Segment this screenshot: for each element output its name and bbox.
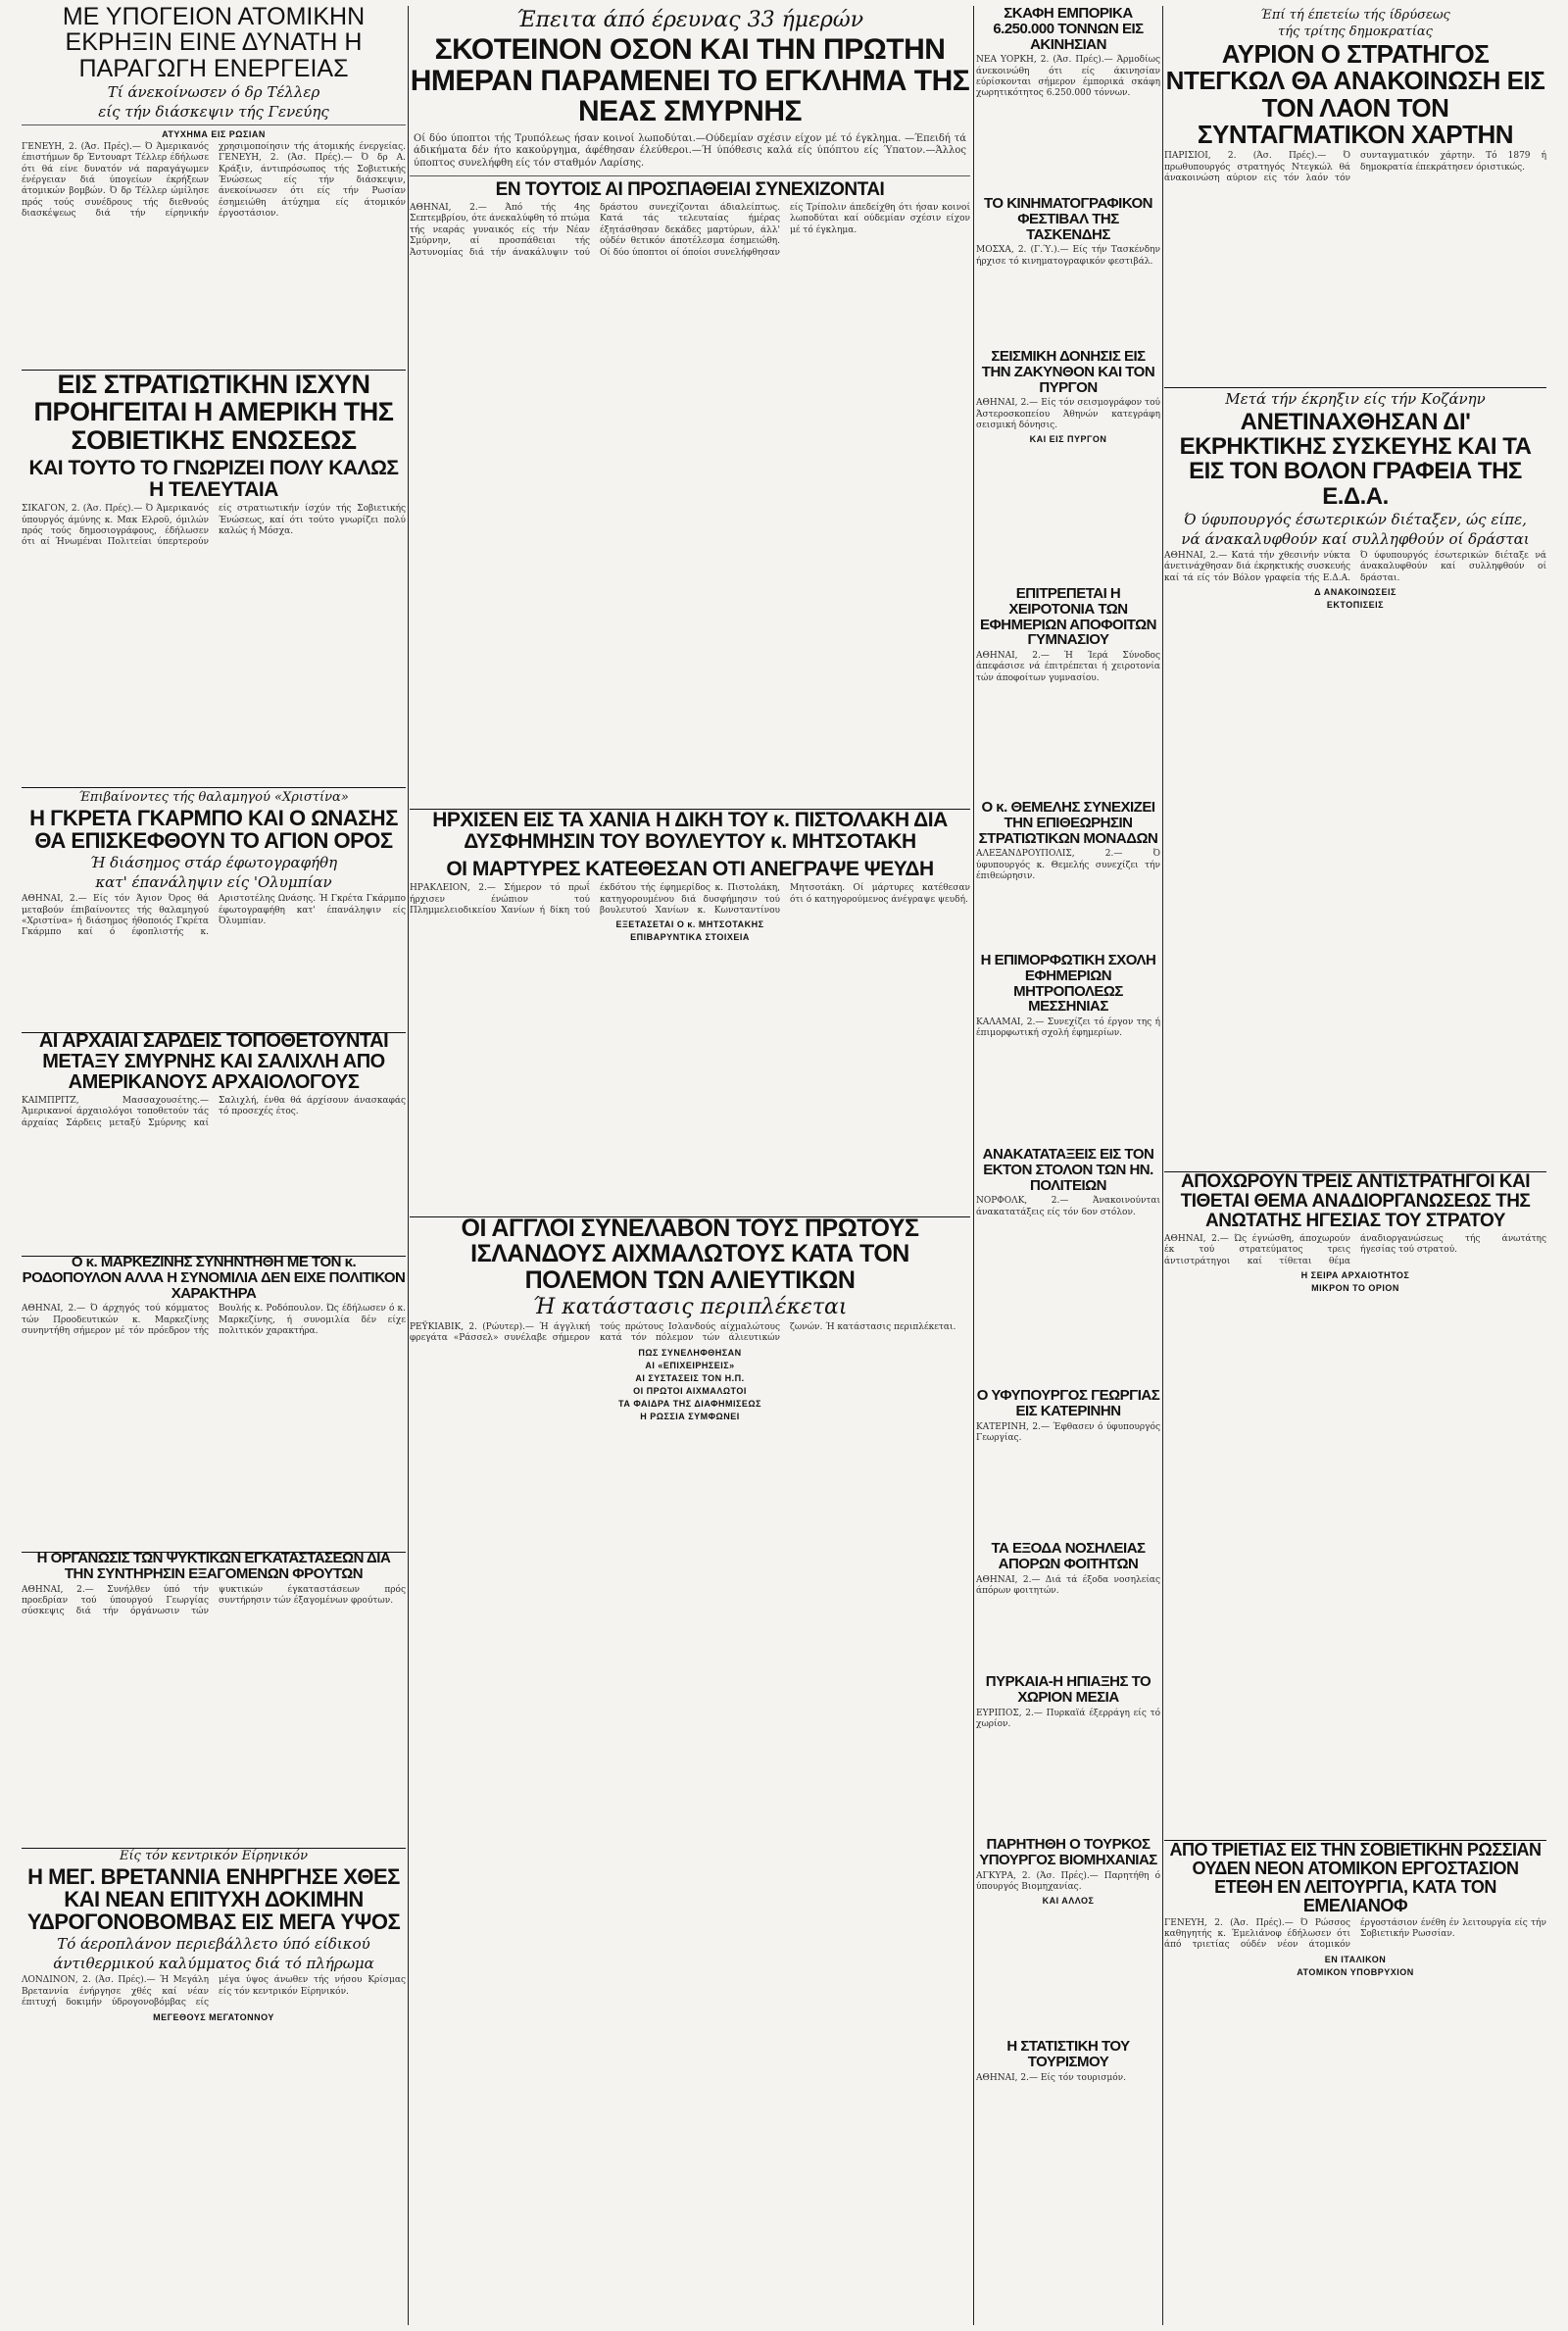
headline: Ο ΥΦΥΠΟΥΡΓΟΣ ΓΕΩΡΓΙΑΣ ΕΙΣ ΚΑΤΕΡΙΝΗΝ xyxy=(976,1388,1160,1419)
article-soviet xyxy=(1164,1841,1546,2327)
column-3 xyxy=(976,0,1160,2331)
article-nea-smyrni xyxy=(410,6,970,800)
article-body: ΑΓΚΥΡΑ, 2. (Άσ. Πρές).— Παρητήθη ό ύπουργός Βιομηχανίας. xyxy=(976,1870,1160,1892)
lead: Οί δύο ύποπτοι τής Τρυπόλεως ήσαν κοινοί λωποδύται.—Ούδεμίαν σχέσιν είχον μέ τό έγκλημα. —Έπειδή τά άδικήματα δέν ήτο κακούργημα, άφέθησαν έλεύθεροι.—Ή ύπόθεσις καλά είς ύπόπτου είς Ύπατον.—Άλλος ύποπτος συνελήφθη είς τόν σταθμόν Λαρίσης. xyxy=(414,132,966,169)
kicker: Είς τόν κεντρικόν Είρηνικόν xyxy=(119,1849,309,1863)
subhead: ΜΙΚΡΟΝ ΤΟ ΟΡΙΟΝ xyxy=(1311,1283,1399,1294)
headline: ΣΕΙΣΜΙΚΗ ΔΟΝΗΣΙΣ ΕΙΣ ΤΗΝ ΖΑΚΥΝΘΟΝ ΚΑΙ ΤΟΝ ΠΥΡΓΟΝ xyxy=(981,349,1155,396)
article-body: ΑΘΗΝΑΙ, 2.— Άπό τής 4ης Σεπτεμβρίου, ότε άνεκαλύφθη τό πτώμα τής νεαράς γυναικός είς τήν Νέαν Σμύρνην, αί προσπάθειαι τής Άστυνομίας διά τήν άνακάλυψιν τού δράστου συνεχίζονται άδιαλείπτως. Κατά τάς τελευταίας ήμέρας έξητάσθησαν δεκάδες μαρτύρων, άλλ' ούδέν θετικόν άποτέλεσμα έσημειώθη. Οί δύο ύποπτοι οί όποίοι συνελήφθησαν είς Τρίπολιν άπεδείχθη ότι ήσαν κοινοί λωποδύται καί ούδεμίαν σχέσιν είχον μέ τό έγκλημα. xyxy=(410,202,970,258)
article-gymnasium xyxy=(976,586,1160,792)
article-undersec xyxy=(976,1388,1160,1535)
subhead: ΚΑΙ ΑΛΛΟΣ xyxy=(1042,1896,1095,1907)
headline: Η ΟΡΓΑΝΩΣΙΣ ΤΩΝ ΨΥΚΤΙΚΩΝ ΕΓΚΑΤΑΣΤΑΣΕΩΝ ΔΙΑ ΤΗΝ ΣΥΝΤΗΡΗΣΙΝ ΕΞΑΓΟΜΕΝΩΝ ΦΡΟΥΤΩΝ xyxy=(36,1551,391,1582)
article-bomb xyxy=(22,1847,406,2327)
article-body: ΝΟΡΦΟΛΚ, 2.— Άνακοινούνται άνακατατάξεις είς τόν 6ον στόλον. xyxy=(976,1196,1160,1217)
headline: ΕΙΣ ΣΤΡΑΤΙΩΤΙΚΗΝ ΙΣΧΥΝ ΠΡΟΗΓΕΙΤΑΙ Η ΑΜΕΡΙΚΗ ΤΗΣ ΣΟΒΙΕΤΙΚΗΣ ΕΝΩΣΕΩΣ xyxy=(33,371,394,455)
article-markezinis xyxy=(22,1255,406,1539)
deck: είς τήν διάσκεψιν τής Γενεύης xyxy=(98,102,329,121)
article-body: ΛΟΝΔΙΝΟΝ, 2. (Άσ. Πρές).— Ή Μεγάλη Βρεταννία ένήργησε χθές καί νέαν έπιτυχή δοκιμήν ύδρογονοβόμβας είς μέγα ύψος άνωθεν τής νήσου Κρίσμας είς τόν κεντρικόν Είρηνικόν. xyxy=(22,1975,406,2009)
subhead: Η ΡΩΣΣΙΑ ΣΥΜΦΩΝΕΙ xyxy=(640,1411,740,1421)
column-4 xyxy=(1164,0,1546,2331)
subhead: ΜΕΓΕΘΟΥΣ ΜΕΓΑΤΟΝΝΟΥ xyxy=(153,2011,274,2022)
article-body: ΗΡΑΚΛΕΙΟΝ, 2.— Σήμερον τό πρωΐ ήρχισεν ένώπιον τού Πλημμελειοδικείου Χανίων ή δίκη τού έκδότου τής έφημερίδος κ. Πιστολάκη, κατηγορουμένου διά δυσφήμησιν τού βουλευτού Χανίων κ. Κωνσταντίνου Μητσοτάκη. Οί μάρτυρες κατέθεσαν ότι ό κατηγορούμενος άνέγραψε ψευδή. xyxy=(410,883,970,916)
subhead: ΕΠΙΒΑΡΥΝΤΙΚΑ ΣΤΟΙΧΕΙΑ xyxy=(630,932,750,943)
headline: ΟΙ ΑΓΓΛΟΙ ΣΥΝΕΛΑΒΟΝ ΤΟΥΣ ΠΡΩΤΟΥΣ ΙΣΛΑΝΔΟΥΣ ΑΙΧΜΑΛΩΤΟΥΣ ΚΑΤΑ ΤΟΝ ΠΟΛΕΜΟΝ ΤΩΝ ΑΛΙΕΥΤΙΚΩΝ xyxy=(461,1215,919,1294)
headline: ΜΕ ΥΠΟΓΕΙΟΝ ΑΤΟΜΙΚΗΝ ΕΚΡΗΞΙΝ ΕΙΝΕ ΔΥΝΑΤΗ Η ΠΑΡΑΓΩΓΗ ΕΝΕΡΓΕΙΑΣ xyxy=(62,4,366,82)
headline: Ο κ. ΘΕΜΕΛΗΣ ΣΥΝΕΧΙΖΕΙ ΤΗΝ ΕΠΙΘΕΩΡΗΣΙΝ ΣΤΡΑΤΙΩΤΙΚΩΝ ΜΟΝΑΔΩΝ xyxy=(978,800,1158,847)
article-military xyxy=(22,371,406,776)
article-iceland xyxy=(410,1215,970,2329)
article-body: ΚΑΛΑΜΑΙ, 2.— Συνεχίζει τό έργον της ή έπιμορφωτική σχολή έφημερίων. xyxy=(976,1017,1160,1039)
article-body: ΑΘΗΝΑΙ, 2.— Είς τόν τουρισμόν. xyxy=(976,2072,1126,2083)
article-body: ΑΘΗΝΑΙ, 2.— Διά τά έξοδα νοσηλείας άπόρων φοιτητών. xyxy=(976,1574,1160,1596)
subhead: ΕΝ ΤΟΥΤΟΙΣ ΑΙ ΠΡΟΣΠΑΘΕΙΑΙ ΣΥΝΕΧΙΖΟΝΤΑΙ xyxy=(495,179,885,200)
deck: νά άνακαλυφθούν καί συλληφθούν οί δράσται xyxy=(1181,529,1530,548)
headline: ΣΚΑΦΗ ΕΜΠΟΡΙΚΑ 6.250.000 ΤΟΝΝΩΝ ΕΙΣ ΑΚΙΝΗΣΙΑΝ xyxy=(993,6,1144,53)
headline: ΠΥΡΚΑΙΑ-Η ΗΠΙΑΞΗΣ ΤΟ ΧΩΡΙΟΝ ΜΕΣΙΑ xyxy=(985,1674,1152,1706)
deck: Τί άνεκοίνωσεν ό δρ Τέλλερ xyxy=(107,82,320,101)
article-body: ΑΘΗΝΑΙ, 2.— Είς τόν Άγιον Όρος θά μεταβούν έπιβαίνοντες τής θαλαμηγού «Χριστίνα» ή διάσημος ήθοποιός Γκρέτα Γκάρμπο καί ό έφοπλιστής κ. Αριστοτέλης Ωνάσης. Ή Γκρέτα Γκάρμπο έφωτογραφήθη κατ' έπανάληψιν είς Όλυμπίαν. xyxy=(22,894,406,938)
headline: ΤΑ ΕΞΟΔΑ ΝΟΣΗΛΕΙΑΣ ΑΠΟΡΩΝ ΦΟΙΤΗΤΩΝ xyxy=(991,1541,1146,1572)
article-monks xyxy=(976,800,1160,947)
article-pistolakis xyxy=(410,810,970,1206)
article-students xyxy=(976,1541,1160,1668)
kicker: Έπί τή έπετείω τής ίδρύσεως xyxy=(1260,8,1450,23)
article-body: ΡΕΫΚΙΑΒΙΚ, 2. (Ρώυτερ).— Ή άγγλική φρεγάτα «Ράσσελ» συνέλαβε σήμερον τούς πρώτους Ισλανδούς αίχμαλώτους κατά τόν πόλεμον τών άλιευτικών ζωνών. Ή κατάστασις περιπλέκεται. xyxy=(410,1321,956,1344)
article-stats xyxy=(976,2039,1160,2323)
headline: Η ΜΕΓ. ΒΡΕΤΑΝΝΙΑ ΕΝΗΡΓΗΣΕ ΧΘΕΣ ΚΑΙ ΝΕΑΝ ΕΠΙΤΥΧΗ ΔΟΚΙΜΗΝ ΥΔΡΟΓΟΝΟΒΟΜΒΑΣ ΕΙΣ ΜΕΓΑ ΥΨΟΣ xyxy=(26,1864,401,1935)
subhead: ΤΑ ΦΑΙΔΡΑ ΤΗΣ ΔΙΑΦΗΜΙΣΕΩΣ xyxy=(618,1398,761,1409)
subhead: ΑΙ «ΕΠΙΧΕΙΡΗΣΕΙΣ» xyxy=(645,1360,735,1370)
article-ships xyxy=(976,6,1160,192)
article-body: ΑΘΗΝΑΙ, 2.— Ώς έγνώσθη, άποχωρούν έκ τού στρατεύματος τρεις άντιστράτηγοι καί τίθεται θέμα άναδιοργανώσεως τής άνωτάτης ήγεσίας τού στρατού. xyxy=(1164,1233,1546,1266)
headline: ΑΠΟΧΩΡΟΥΝ ΤΡΕΙΣ ΑΝΤΙΣΤΡΑΤΗΓΟΙ ΚΑΙ ΤΙΘΕΤΑΙ ΘΕΜΑ ΑΝΑΔΙΟΡΓΑΝΩΣΕΩΣ ΤΗΣ ΑΝΩΤΑΤΗΣ ΗΓΕΣΙΑΣ ΤΟΥ ΣΤΡΑΤΟΥ xyxy=(1180,1172,1531,1231)
headline: ΕΠΙΤΡΕΠΕΤΑΙ Η ΧΕΙΡΟΤΟΝΙΑ ΤΩΝ ΕΦΗΜΕΡΙΩΝ ΑΠΟΦΟΙΤΩΝ ΓΥΜΝΑΣΙΟΥ xyxy=(979,586,1157,649)
subhead: Η ΣΕΙΡΑ ΑΡΧΑΙΟΤΗΤΟΣ xyxy=(1300,1270,1410,1281)
column-1 xyxy=(22,0,406,2331)
article-film xyxy=(976,196,1160,343)
deck: ΚΑΙ ΤΟΥΤΟ ΤΟ ΓΝΩΡΙΖΕΙ ΠΟΛΥ ΚΑΛΩΣ Η ΤΕΛΕΥΤΑΙΑ xyxy=(28,457,399,502)
deck: Ή κατάστασις περιπλέκεται xyxy=(532,1294,848,1319)
article-body: ΓΕΝΕΥΗ, 2. (Άσ. Πρές).— Ό Άμερικανός έπιστήμων δρ Έντουαρτ Τέλλερ έδήλωσε ότι θά είνε δυνατόν νά παραγάγωμεν ένέργειαν διά ύπογείων έκρήξεων άτομικών βομβών. Ό δρ Τέλλερ ώμίλησε πρός τούς συνέδρους τής διεθνούς διασκέψεως διά τήν είρηνικήν χρησιμοποίησιν τής άτομικής ένεργείας. ΓΕΝΕΥΗ, 2. (Άσ. Πρές).— Ό δρ Α. Κράξιν, άντιπρόσωπος τής Σοβιετικής Ένώσεως είς τήν διάσκεψιν, άνεκοίνωσεν ότι είς τήν Ρωσίαν έσημειώθη άτύχημα είς άτομικόν έργοστάσιον. xyxy=(22,141,406,220)
article-quake xyxy=(976,349,1160,574)
article-body: ΣΙΚΑΓΟΝ, 2. (Άσ. Πρές).— Ό Άμερικανός ύπουργός άμύνης κ. Μακ Ελροϋ, όμιλών πρός τούς δημοσιογράφους, έδήλωσεν ότι αί Ήνωμέναι Πολιτείαι ύπερτερούν είς στρατιωτικήν ίσχύν τής Σοβιετικής Ένώσεως, καί ότι τούτο γνωρίζει πολύ καλώς ή Μόσχα. xyxy=(22,504,406,548)
article-turkish xyxy=(976,1837,1160,2033)
article-school xyxy=(976,953,1160,1139)
article-body: ΜΟΣΧΑ, 2. (Γ.Ύ.).— Είς τήν Τασκένδην ήρχισε τό κινηματογραφικόν φεστιβάλ. xyxy=(976,245,1160,267)
headline: Ο κ. ΜΑΡΚΕΖΙΝΗΣ ΣΥΝΗΝΤΗΘΗ ΜΕ ΤΟΝ κ. ΡΟΔΟΠΟΥΛΟΝ ΑΛΛΑ Η ΣΥΝΟΜΙΛΙΑ ΔΕΝ ΕΙΧΕ ΠΟΛΙΤΙΚΟΝ ΧΑΡΑΚΤΗΡΑ xyxy=(22,1255,406,1302)
headline: Η ΕΠΙΜΟΡΦΩΤΙΚΗ ΣΧΟΛΗ ΕΦΗΜΕΡΙΩΝ ΜΗΤΡΟΠΟΛΕΩΣ ΜΕΣΣΗΝΙΑΣ xyxy=(980,953,1156,1016)
headline: ΠΑΡΗΤΗΘΗ Ο ΤΟΥΡΚΟΣ ΥΠΟΥΡΓΟΣ ΒΙΟΜΗΧΑΝΙΑΣ xyxy=(979,1837,1157,1868)
article-body: ΕΥΡΙΠΟΣ, 2.— Πυρκαϊά έξερράγη είς τό χωρίον. xyxy=(976,1708,1160,1729)
column-2 xyxy=(410,0,970,2331)
article-fleet xyxy=(976,1147,1160,1382)
article-body: ΝΕΑ ΥΟΡΚΗ, 2. (Άσ. Πρές).— Άρμοδίως άνεκοινώθη ότι είς άκινησίαν εύρίσκονται σήμερον έμπορικά σκάφη χωρητικότητος 6.250.000 τόννων. xyxy=(976,55,1160,99)
article-body: ΠΑΡΙΣΙΟΙ, 2. (Άσ. Πρές).— Ό πρωθυπουργός στρατηγός Ντεγκώλ θά άνακοινώση αύριον είς τόν λαόν τόν συνταγματικόν χάρτην. Τό 1879 ή δημοκρατία έπεκράτησεν όριστικώς. xyxy=(1164,151,1546,183)
deck: Τό άεροπλάνον περιεβάλλετο ύπό είδικού xyxy=(57,1935,370,1954)
article-body: ΑΘΗΝΑΙ, 2.— Συνήλθεν ύπό τήν προεδρίαν τού ύπουργού Γεωργίας σύσκεψις διά τήν όργάνωσιν τών ψυκτικών έγκαταστάσεων πρός συντήρησιν τών έξαγομένων φρούτων. xyxy=(22,1584,406,1617)
deck: άντιθερμικού καλύμματος διά τό πλήρωμα xyxy=(53,1955,374,1973)
article-onassis xyxy=(22,788,406,1021)
article-body: ΑΘΗΝΑΙ, 2.— Ή Ίερά Σύνοδος άπεφάσισε νά έπιτρέπεται ή χειροτονία τών άποφοίτων γυμνασίου. xyxy=(976,651,1160,683)
headline: ΑΙ ΑΡΧΑΙΑΙ ΣΑΡΔΕΙΣ ΤΟΠΟΘΕΤΟΥΝΤΑΙ ΜΕΤΑΞΥ ΣΜΥΡΝΗΣ ΚΑΙ ΣΑΛΙΧΛΗ ΑΠΟ ΑΜΕΡΙΚΑΝΟΥΣ ΑΡΧΑΙΟΛΟΓΟΥΣ xyxy=(38,1031,389,1093)
subhead: ΟΙ ΜΑΡΤΥΡΕΣ ΚΑΤΕΘΕΣΑΝ ΟΤΙ ΑΝΕΓΡΑΨΕ ΨΕΥΔΗ xyxy=(446,858,934,881)
headline: ΑΥΡΙΟΝ Ο ΣΤΡΑΤΗΓΟΣ ΝΤΕΓΚΩΛ ΘΑ ΑΝΑΚΟΙΝΩΣΗ ΕΙΣ ΤΟΝ ΛΑΟΝ ΤΟΝ ΣΥΝΤΑΓΜΑΤΙΚΟΝ ΧΑΡΤΗΝ xyxy=(1165,39,1545,149)
subhead: ΕΞΕΤΑΣΕΤΑΙ Ο κ. ΜΗΤΣΟΤΑΚΗΣ xyxy=(615,919,764,930)
deck: κατ' έπανάληψιν είς 'Ολυμπίαν xyxy=(95,873,332,892)
article-generals xyxy=(1164,1172,1546,1829)
headline: ΑΠΟ ΤΡΙΕΤΙΑΣ ΕΙΣ ΤΗΝ ΣΟΒΙΕΤΙΚΗΝ ΡΩΣΣΙΑΝ ΟΥΔΕΝ ΝΕΟΝ ΑΤΟΜΙΚΟΝ ΕΡΓΟΣΤΑΣΙΟΝ ΕΤΕΘΗ ΕΝ ΛΕΙΤΟΥΡΓΙΑ, ΚΑΤΑ ΤΟΝ ΕΜΕΛΙΑΝΟΦ xyxy=(1169,1841,1542,1915)
subhead: ΠΩΣ ΣΥΝΕΛΗΦΘΗΣΑΝ xyxy=(638,1347,742,1358)
subhead: ΑΤΟΜΙΚΟΝ ΥΠΟΒΡΥΧΙΟΝ xyxy=(1297,1966,1414,1977)
kicker: τής τρίτης δημοκρατίας xyxy=(1278,25,1433,39)
deck: Ή διάσημος στάρ έφωτογραφήθη xyxy=(89,854,338,872)
kicker: Μετά τήν έκρηξιν είς τήν Κοζάνην xyxy=(1225,390,1486,408)
headline: ΑΝΑΚΑΤΑΤΑΞΕΙΣ ΕΙΣ ΤΟΝ ΕΚΤΟΝ ΣΤΟΛΟΝ ΤΩΝ ΗΝ. ΠΟΛΙΤΕΙΩΝ xyxy=(982,1147,1154,1194)
article-body: ΑΛΕΞΑΝΔΡΟΥΠΟΛΙΣ, 2.— Ό ύφυπουργός κ. Θεμελής συνεχίζει τήν έπιθεώρησιν. xyxy=(976,849,1160,882)
headline: Η ΓΚΡΕΤΑ ΓΚΑΡΜΠΟ ΚΑΙ Ο ΩΝΑΣΗΣ ΘΑ ΕΠΙΣΚΕΦΘΟΥΝ ΤΟ ΑΓΙΟΝ ΟΡΟΣ xyxy=(29,806,398,854)
article-body: ΓΕΝΕΥΗ, 2. (Άσ. Πρές).— Ό Ρώσσος καθηγητής κ. Έμελιάνοφ έδήλωσεν ότι άπό τριετίας ούδέν νέον άτομικόν έργοστάσιον ένέθη έν λειτουργία είς τήν Σοβιετικήν Ρωσσίαν. xyxy=(1164,1917,1546,1951)
kicker: Έπειτα άπό έρευνας 33 ήμερών xyxy=(515,8,864,32)
article-body: ΚΑΤΕΡΙΝΗ, 2.— Έφθασεν ό ύφυπουργός Γεωργίας. xyxy=(976,1421,1160,1443)
subhead: ΕΚΤΟΠΙΣΕΙΣ xyxy=(1326,599,1385,610)
article-body: ΑΘΗΝΑΙ, 2.— Κατά τήν χθεσινήν νύκτα άνετινάχθησαν διά έκρηκτικής συσκευής καί τά είς τόν Βόλον γραφεία τής Ε.Δ.Α. Ό ύφυπουργός έσωτερικών διέταξε νά άνακαλυφθούν καί συλληφθούν οί δράσται. xyxy=(1164,550,1546,583)
subhead: ΑΤΥΧΗΜΑ ΕΙΣ ΡΩΣΙΑΝ xyxy=(162,128,266,139)
article-body: ΑΘΗΝΑΙ, 2.— Είς τόν σεισμογράφον τού Άστεροσκοπείου Άθηνών κατεγράφη σεισμική δόνησις. xyxy=(976,398,1160,431)
deck: Ό ύφυπουργός έσωτερικών διέταξεν, ώς είπε, xyxy=(1184,510,1527,528)
headline: ΣΚΟΤΕΙΝΟΝ ΟΣΟΝ ΚΑΙ ΤΗΝ ΠΡΩΤΗΝ ΗΜΕΡΑΝ ΠΑΡΑΜΕΝΕΙ ΤΟ ΕΓΚΛΗΜΑ ΤΗΣ ΝΕΑΣ ΣΜΥΡΝΗΣ xyxy=(410,33,970,127)
headline: ΑΝΕΤΙΝΑΧΘΗΣΑΝ ΔΙ' ΕΚΡΗΚΤΙΚΗΣ ΣΥΣΚΕΥΗΣ ΚΑΙ ΤΑ ΕΙΣ ΤΟΝ ΒΟΛΟΝ ΓΡΑΦΕΙΑ ΤΗΣ Ε.Δ.Α. xyxy=(1179,409,1532,510)
subhead: ΑΙ ΣΥΣΤΑΣΕΙΣ ΤΟΝ Η.Π. xyxy=(635,1372,745,1383)
headline: Η ΣΤΑΤΙΣΤΙΚΗ ΤΟΥ ΤΟΥΡΙΣΜΟΥ xyxy=(1006,2039,1130,2070)
article-kozani xyxy=(1164,388,1546,1159)
headline: ΗΡΧΙΣΕΝ ΕΙΣ ΤΑ ΧΑΝΙΑ Η ΔΙΚΗ ΤΟΥ κ. ΠΙΣΤΟΛΑΚΗ ΔΙΑ ΔΥΣΦΗΜΗΣΙΝ ΤΟΥ ΒΟΥΛΕΥΤΟΥ κ. ΜΗΤΣΟΤΑΚΗ xyxy=(432,810,948,854)
article-sardis xyxy=(22,1031,406,1245)
article-atomic xyxy=(22,4,406,298)
subhead: Δ ΑΝΑΚΟΙΝΩΣΕΙΣ xyxy=(1314,586,1396,597)
subhead: ΟΙ ΠΡΩΤΟΙ ΑΙΧΜΑΛΩΤΟΙ xyxy=(633,1385,747,1396)
article-cold xyxy=(22,1551,406,1839)
article-degaulle xyxy=(1164,6,1546,378)
article-fire xyxy=(976,1674,1160,1831)
subhead: ΚΑΙ ΕΙΣ ΠΥΡΓΟΝ xyxy=(1029,434,1107,445)
article-body: ΑΘΗΝΑΙ, 2.— Ό άρχηγός τού κόμματος τών Προοδευτικών κ. Μαρκεζίνης συνηντήθη σήμερον μέ τόν πρόεδρον τής Βουλής κ. Ροδόπουλον. Ώς έδήλωσεν ό κ. Μαρκεζίνης, ή συνομιλία δέν είχε πολιτικόν χαρακτήρα. xyxy=(22,1304,406,1337)
headline: ΤΟ ΚΙΝΗΜΑΤΟΓΡΑΦΙΚΟΝ ΦΕΣΤΙΒΑΛ ΤΗΣ ΤΑΣΚΕΝΔΗΣ xyxy=(984,196,1152,243)
subhead: ΕΝ ΙΤΑΛΙΚΟΝ xyxy=(1324,1954,1387,1964)
kicker: Έπιβαίνοντες τής θαλαμηγού «Χριστίνα» xyxy=(78,790,349,805)
article-body: ΚΑΙΜΠΡΙΤΖ, Μασσαχουσέτης.— Άμερικανοί άρχαιολόγοι τοποθετούν τάς άρχαίας Σάρδεις μεταξύ Σμύρνης καί Σαλιχλή, ένθα θά άρχίσουν άνασκαφάς τό προσεχές έτος. xyxy=(22,1096,406,1128)
